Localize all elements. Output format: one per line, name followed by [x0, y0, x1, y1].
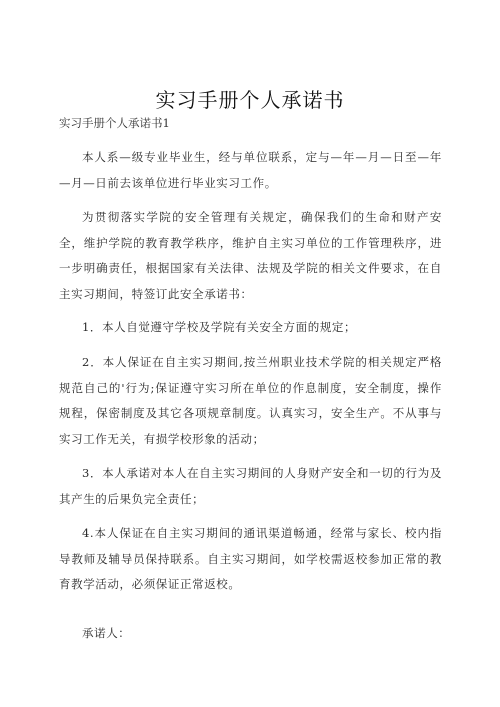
paragraph-item-3: 3．本人承诺对本人在自主实习期间的人身财产安全和一切的行为及其产生的后果负完全责任； — [59, 466, 442, 506]
paragraph-item-1: 1．本人自觉遵守学校及学院有关安全方面的规定； — [82, 320, 357, 334]
paragraph-item-2: 2．本人保证在自主实习期间,按兰州职业技术学院的相关规定严格规范自己的'行为;保证遵守实习所在单位的作息制度，安全制度，操作规程，保密制度及其它各项规章制度。认真实习，安全生产。不从事与实习工作无关，有损学校形象的活动； — [59, 355, 442, 446]
document-title: 实习手册个人承诺书 — [155, 88, 345, 112]
paragraph-intro: 本人系—级专业毕业生，经与单位联系，定与—年—月—日至—年—月—日前去该单位进行毕业实习工作。 — [59, 150, 442, 190]
paragraph-item-4: 4.本人保证在自主实习期间的通讯渠道畅通，经常与家长、校内指导教师及辅导员保持联系。自主实习期间，如学校需返校参加正常的教育教学活动，必须保证正常返校。 — [59, 526, 442, 591]
document-subtitle: 实习手册个人承诺书1 — [59, 116, 170, 130]
paragraph-purpose: 为贯彻落实学院的安全管理有关规定，确保我们的生命和财产安全，维护学院的教育教学秩序，维护自主实习单位的工作管理秩序，进一步明确责任，根据国家有关法律、法规及学院的相关文件要求，在自主实习期间，特签订此安全承诺书： — [59, 210, 442, 301]
signature-line: 承诺人： — [82, 626, 131, 640]
